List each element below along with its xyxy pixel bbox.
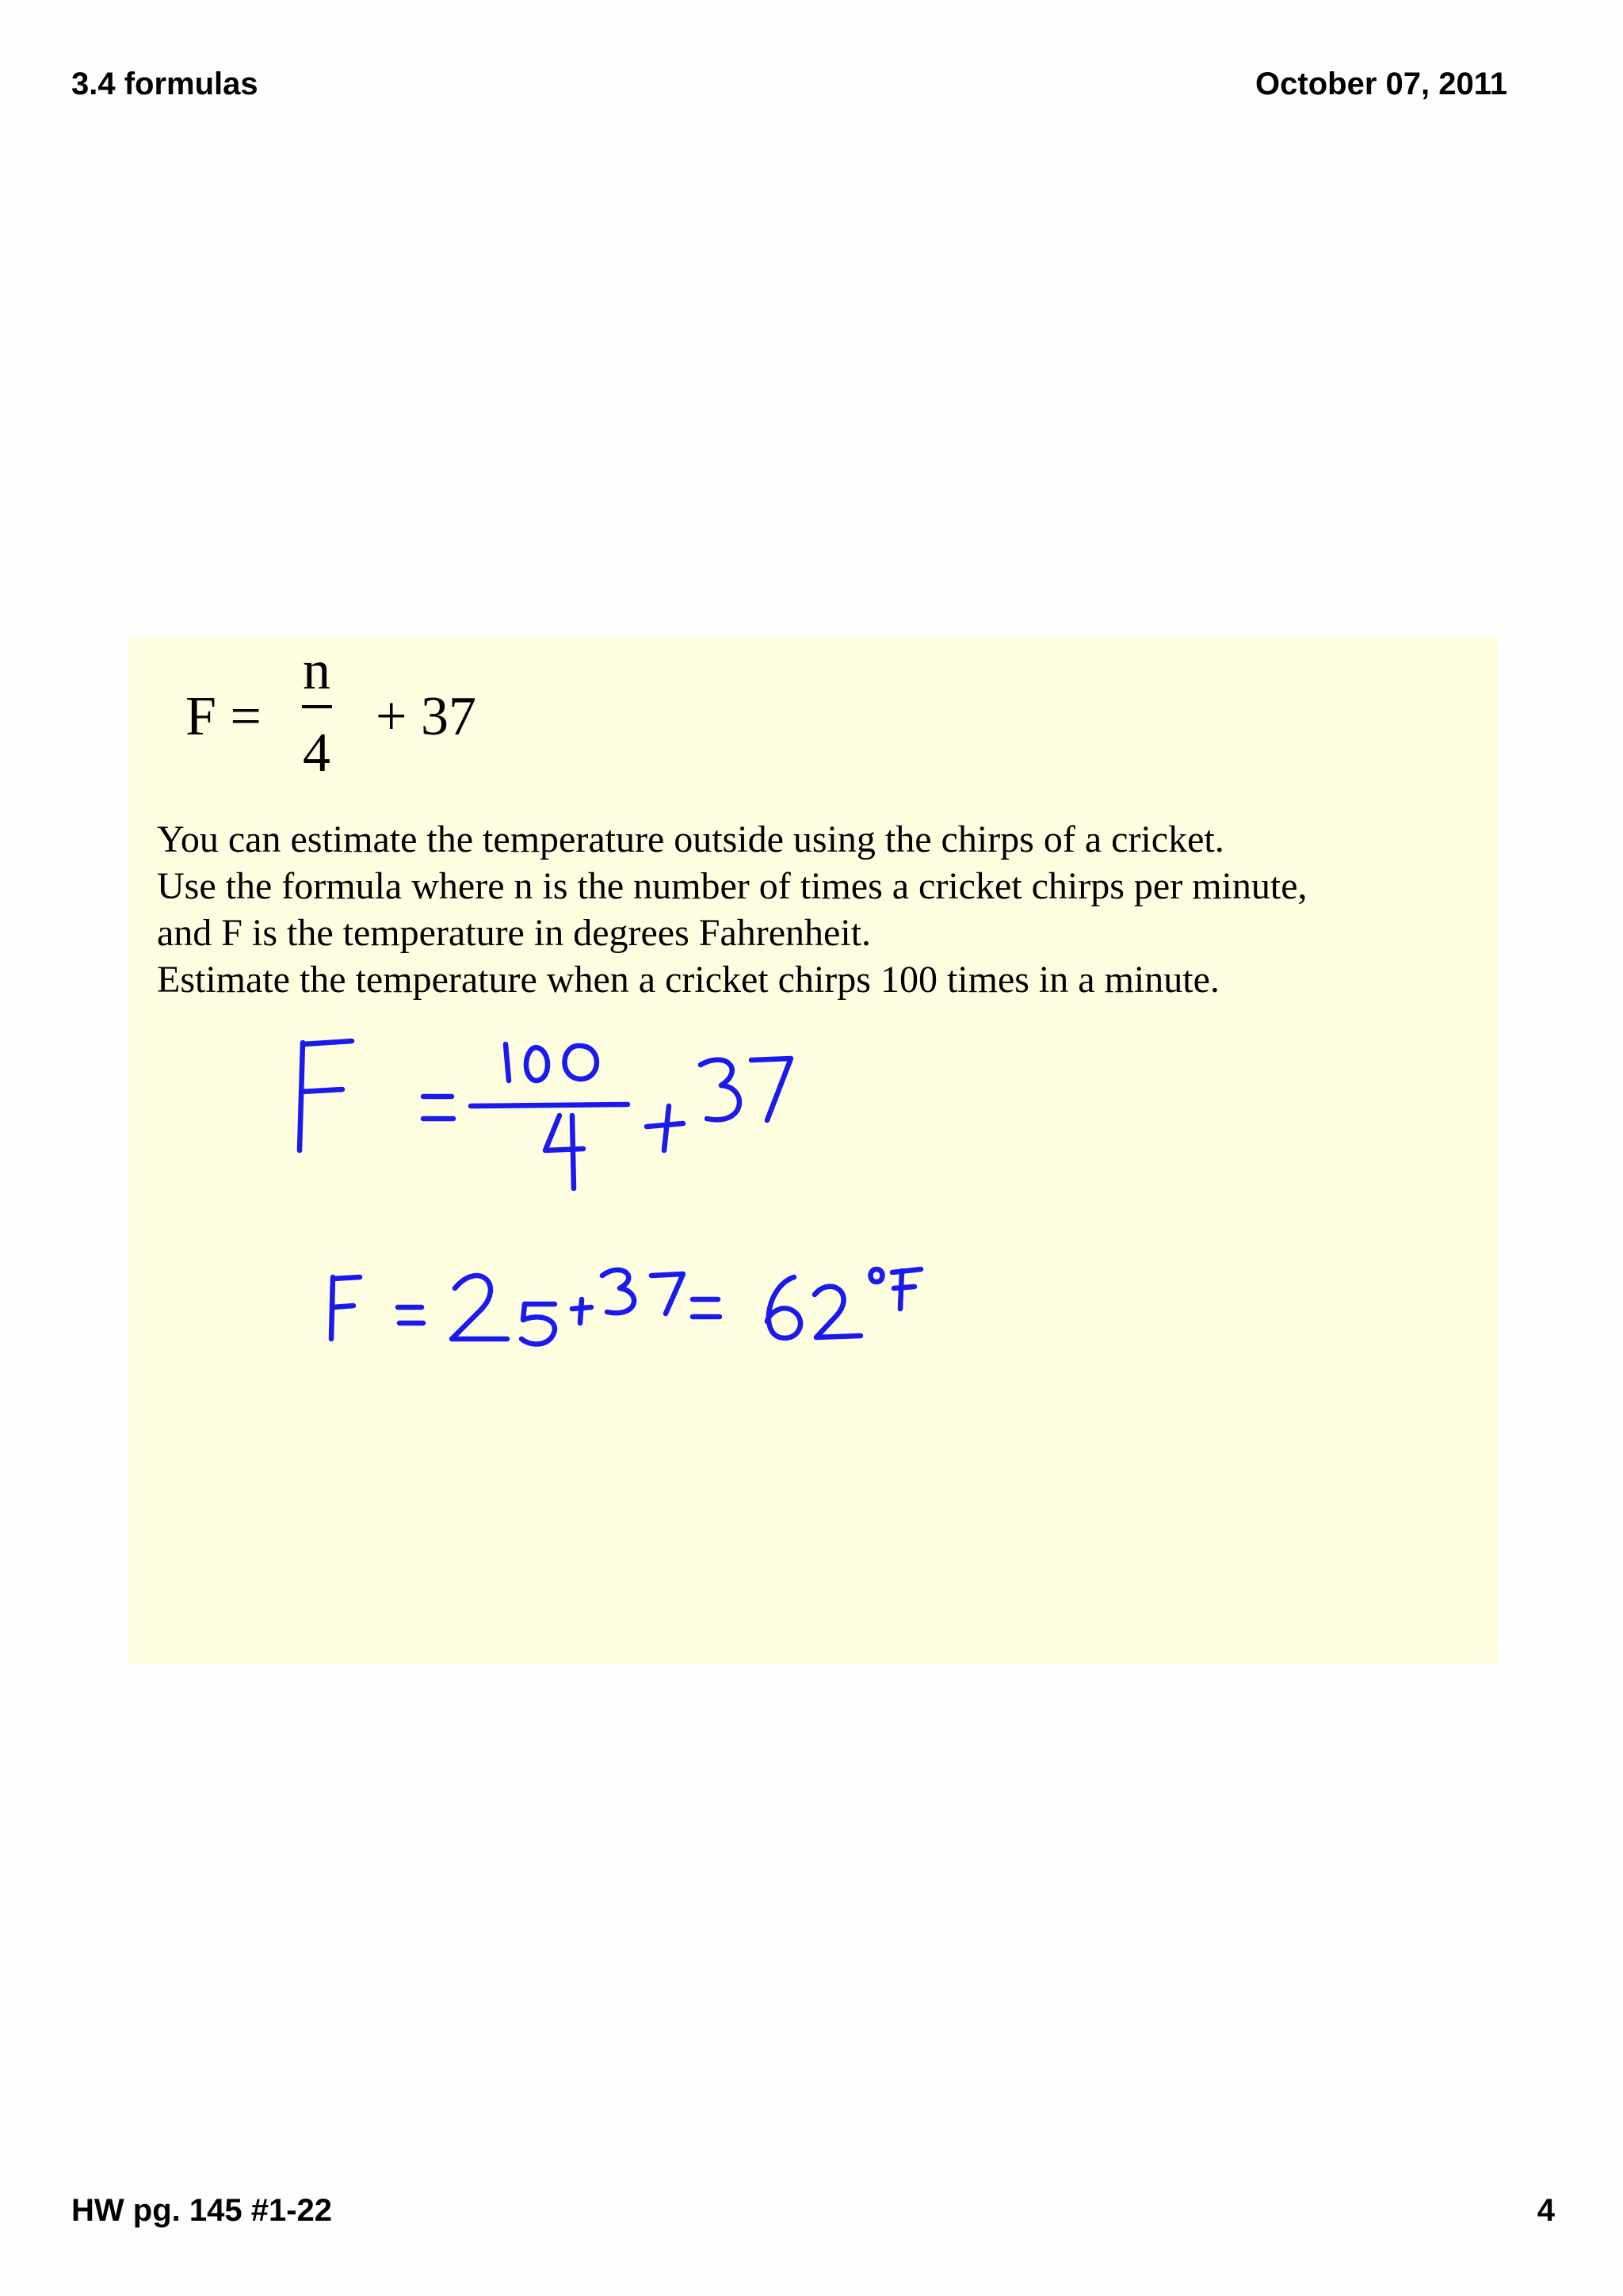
problem-line: You can estimate the temperature outside using the chirps of a cricket. [157, 818, 1224, 860]
page-title: 3.4 formulas [71, 67, 258, 101]
problem-line: Estimate the temperature when a cricket chirps 100 times in a minute. [157, 959, 1220, 1001]
formula-denominator: 4 [303, 723, 330, 784]
handwritten-solution [128, 637, 1498, 1664]
formula-rhs: + 37 [376, 686, 476, 747]
handwritten-line-2 [331, 1269, 921, 1344]
page-date: October 07, 2011 [1255, 67, 1507, 101]
page-number: 4 [1537, 2193, 1555, 2228]
formula-numerator: n [303, 640, 330, 701]
problem-line: Use the formula where n is the number of times a cricket chirps per minute, [157, 865, 1308, 907]
formula-lhs: F = [185, 686, 262, 747]
sticky-note [128, 637, 1498, 1664]
handwritten-line-1 [300, 1041, 791, 1188]
homework-assignment: HW pg. 145 #1-22 [71, 2193, 333, 2228]
problem-line: and F is the temperature in degrees Fahrenheit. [157, 912, 872, 954]
